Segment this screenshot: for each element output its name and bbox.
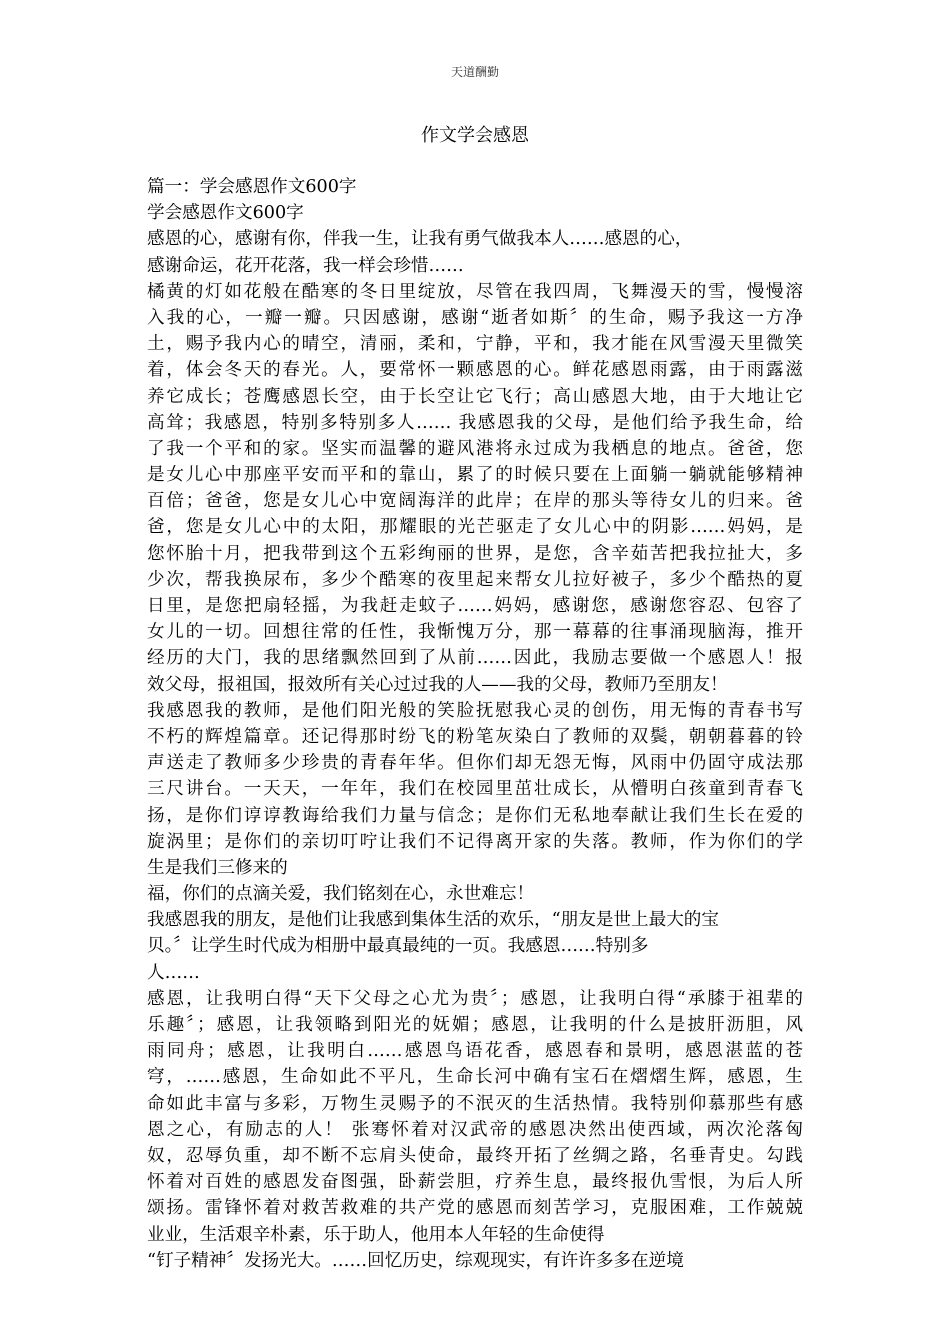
text-line: 百倍；爸爸，您是女儿心中宽阔海洋的此岸；在岸的那头等待女儿的归来。爸: [147, 491, 803, 512]
text-line: 三尺讲台。一天天，一年年，我们在校园里茁壮成长，从懵明白孩童到青春飞: [147, 779, 803, 800]
text-line: 生是我们三修来的: [147, 857, 288, 878]
text-line: 命如此丰富与多彩，万物生灵赐予的不泯灭的生活热情。我特别仰慕那些有感: [147, 1093, 803, 1114]
text-line: 土，赐予我内心的晴空，清丽，柔和，宁静，平和，我才能在风雪漫天里微笑: [147, 334, 803, 355]
document-body: [147, 174, 803, 1274]
text-line: 感谢命运，花开花落，我一样会珍惜……: [147, 255, 464, 276]
text-line: 贝。〞让学生时代成为相册中最真最纯的一页。我感恩……特别多: [147, 936, 649, 957]
text-line: 感恩的心，感谢有你，伴我一生，让我有勇气做我本人……感恩的心，: [147, 229, 693, 250]
text-line: 是女儿心中那座平安而平和的靠山，累了的时候只要在上面躺一躺就能够精神: [147, 465, 803, 486]
text-line: 穹，……感恩，生命如此不平凡，生命长河中确有宝石在熠熠生辉，感恩，生: [147, 1067, 803, 1088]
text-line: 奴，忍辱负重，却不断不忘肩头使命，最终开拓了丝绸之路，名垂青史。勾践: [147, 1145, 803, 1166]
text-line: 学会感恩作文600字: [147, 203, 304, 224]
text-line: 我感恩我的教师，是他们阳光般的笑脸抚慰我心灵的创伤，用无悔的青春书写: [147, 700, 803, 721]
text-line: 人……: [147, 962, 200, 983]
text-line: 颂扬。雷锋怀着对救苦救难的共产党的感恩而刻苦学习，克服困难，工作兢兢: [147, 1198, 803, 1219]
text-line: 养它成长；苍鹰感恩长空，由于长空让它飞行；高山感恩大地，由于大地让它: [147, 386, 803, 407]
text-line: 扬，是你们谆谆教诲给我们力量与信念；是你们无私地奉献让我们生长在爱的: [147, 805, 803, 826]
text-line: 着，体会冬天的春光。人，要常怀一颗感恩的心。鲜花感恩雨露，由于雨露滋: [147, 360, 803, 381]
page-header: 天道酬勤: [450, 65, 499, 79]
text-line: 我感恩我的朋友，是他们让我感到集体生活的欢乐，“朋友是世上最大的宝: [147, 910, 719, 931]
text-line: 业业，生活艰辛朴素，乐于助人，他用本人年轻的生命使得: [147, 1224, 605, 1245]
text-line: 怀着对百姓的感恩发奋图强，卧薪尝胆，疗养生息，最终报仇雪恨，为后人所: [147, 1172, 803, 1193]
text-line: 乐趣〞；感恩，让我领略到阳光的妩媚；感恩，让我明的什么是披肝沥胆，风: [147, 1015, 803, 1035]
text-line: 雨同舟；感恩，让我明白……感恩鸟语花香，感恩春和景明，感恩湛蓝的苍: [147, 1041, 803, 1062]
text-line: 福，你们的点滴关爱，我们铭刻在心，永世难忘！: [147, 884, 535, 905]
text-line: 了我一个平和的家。坚实而温馨的避风港将永过成为我栖息的地点。爸爸，您: [147, 438, 803, 459]
text-line: 高耸；我感恩，特别多特别多人…… 我感恩我的父母，是他们给予我生命，给: [147, 412, 803, 433]
text-line: 爸，您是女儿心中的太阳，那耀眼的光芒驱走了女儿心中的阴影……妈妈，是: [147, 517, 803, 538]
text-line: 不朽的辉煌篇章。还记得那时纷飞的粉笔灰染白了教师的双鬓，朝朝暮暮的铃: [147, 726, 803, 747]
text-line: “钉子精神〞发扬光大。……回忆历史，综观现实，有许许多多在逆境: [147, 1250, 684, 1271]
text-line: 女儿的一切。回想往常的任性，我惭愧万分，那一幕幕的往事涌现脑海，推开: [147, 622, 803, 643]
text-line: 声送走了教师多少珍贵的青春年华。但你们却无怨无悔，风雨中仍固守成法那: [147, 753, 803, 774]
text-line: 橘黄的灯如花般在酷寒的冬日里绽放，尽管在我四周，飞舞漫天的雪，慢慢溶: [147, 281, 803, 302]
text-line: 感恩，让我明白得“天下父母之心尤为贵〞；感恩，让我明白得“承膝于祖辈的: [147, 988, 803, 1009]
text-line: 旋涡里；是你们的亲切叮咛让我们不记得离开家的失落。教师，作为你们的学: [147, 831, 803, 852]
text-line: 日里，是您把扇轻摇，为我赶走蚊子……妈妈，感谢您，感谢您容忍、包容了: [147, 596, 803, 616]
text-line: 效父母，报祖国，报效所有关心过过我的人——我的父母，教师乃至朋友！: [147, 674, 728, 695]
text-line: 少次，帮我换尿布，多少个酷寒的夜里起来帮女儿拉好被子，多少个酷热的夏: [147, 569, 803, 590]
document-title: 作文学会感恩: [421, 125, 529, 146]
text-line: 恩之心，有励志的人！ 张骞怀着对汉武帝的感恩决然出使西域，两次沦落匈: [147, 1119, 803, 1140]
text-line: 经历的大门，我的思绪飘然回到了从前……因此，我励志要做一个感恩人！报: [147, 648, 803, 669]
text-line: 篇一：学会感恩作文600字: [147, 177, 357, 197]
text-line: 您怀胎十月，把我带到这个五彩绚丽的世界，是您，含辛茹苦把我拉扯大，多: [147, 543, 803, 564]
text-line: 入我的心，一瓣一瓣。只因感谢，感谢“逝者如斯〞的生命，赐予我这一方净: [147, 307, 803, 328]
